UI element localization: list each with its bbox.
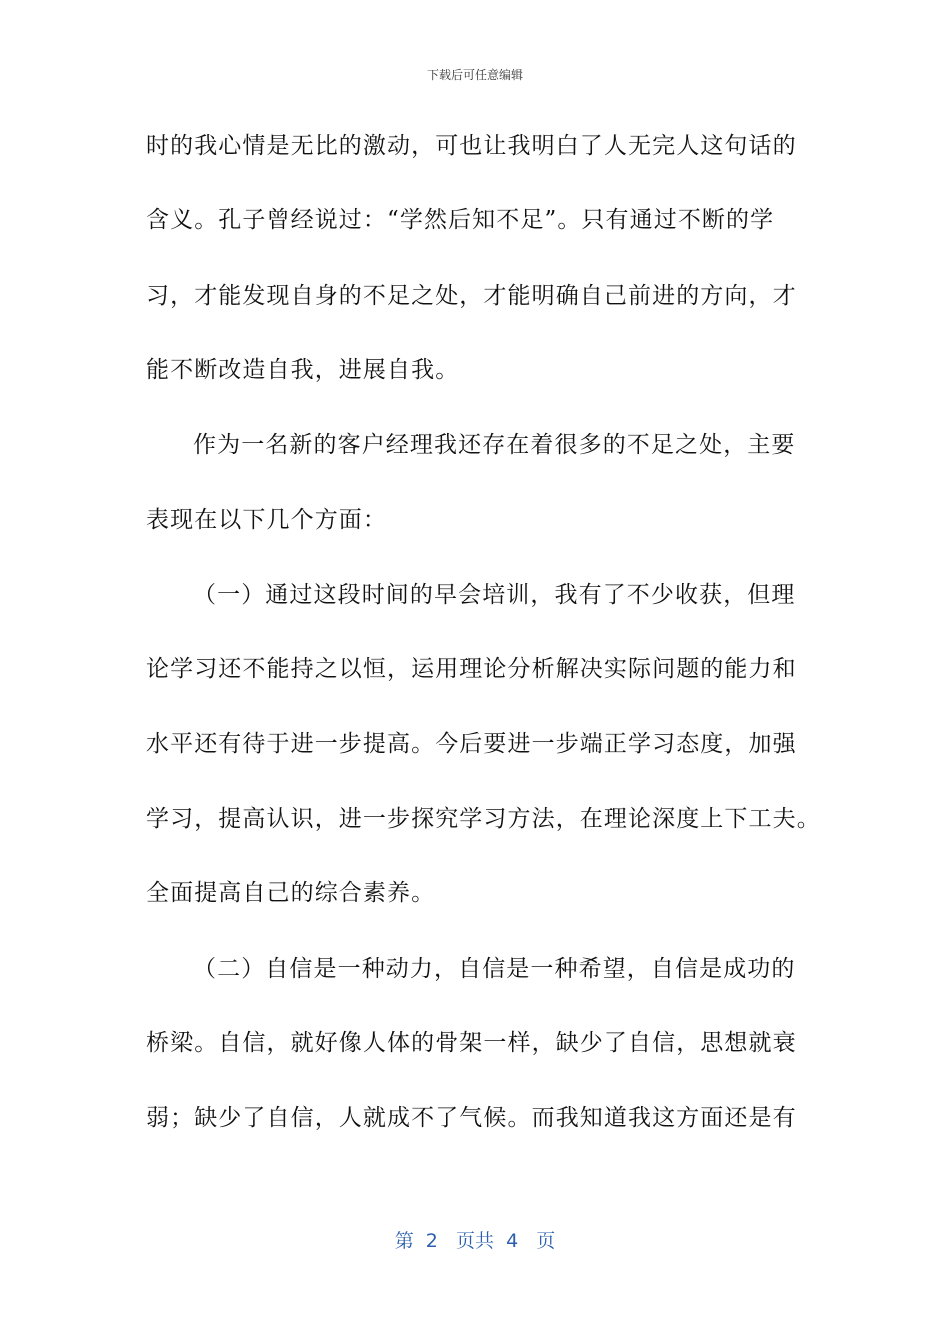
text-line: 表现在以下几个方面：: [146, 507, 387, 533]
text-line: 弱；缺少了自信，人就成不了气候。而我知道我这方面还是有: [146, 1105, 797, 1131]
text-line: 桥梁。自信，就好像人体的骨架一样，缺少了自信，思想就衰: [146, 1030, 797, 1056]
paragraph-first-line: （二）自信是一种动力，自信是一种希望，自信是成功的: [193, 956, 796, 982]
text-line: 全面提高自己的综合素养。: [146, 880, 436, 906]
text-line: 水平还有待于进一步提高。今后要进一步端正学习态度，加强: [146, 731, 797, 757]
text-line: 含义。孔子曾经说过：“学然后知不足”。只有通过不断的学: [146, 207, 775, 233]
text-line: 论学习还不能持之以恒，运用理论分析解决实际问题的能力和: [146, 656, 797, 682]
paragraph-first-line: 作为一名新的客户经理我还存在着很多的不足之处，主要: [193, 432, 796, 458]
text-line: 习，才能发现自身的不足之处，才能明确自己前进的方向，才: [146, 283, 797, 309]
text-line: 能不断改造自我，进展自我。: [146, 357, 460, 383]
paragraph-first-line: （一）通过这段时间的早会培训，我有了不少收获，但理: [193, 582, 796, 608]
page-header: 下载后可任意编辑: [426, 68, 523, 82]
text-line: 时的我心情是无比的激动，可也让我明白了人无完人这句话的: [146, 133, 797, 159]
text-line: 学习，提高认识，进一步探究学习方法，在理论深度上下工夫。: [146, 806, 821, 832]
page-number: 第 2 页共 4 页: [394, 1230, 556, 1252]
